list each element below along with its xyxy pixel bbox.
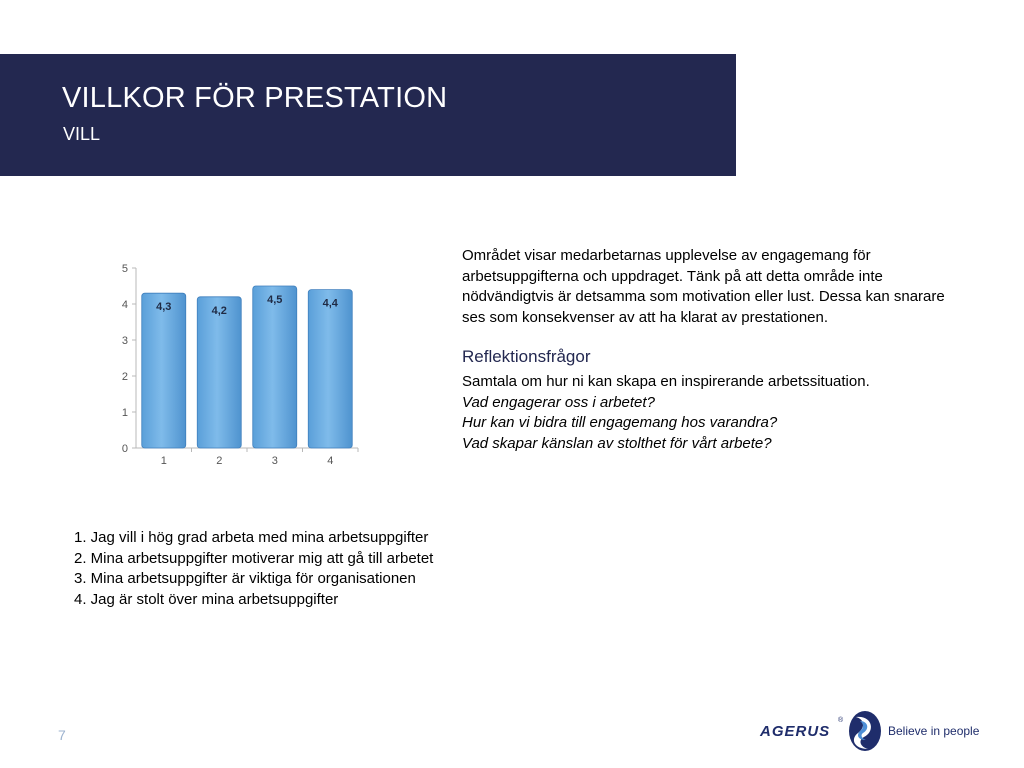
- x-tick-label: 4: [327, 455, 334, 467]
- agerus-swirl-icon: [846, 709, 884, 753]
- bar-data-label: 4,5: [267, 294, 283, 306]
- x-tick-label: 3: [271, 455, 278, 467]
- y-tick-label: 5: [121, 263, 128, 275]
- y-tick-label: 0: [121, 443, 128, 455]
- x-tick-label: 2: [216, 455, 223, 467]
- statement-item: 1. Jag vill i hög grad arbeta med mina arbetsuppgifter: [74, 529, 429, 546]
- agerus-logo: [758, 707, 980, 757]
- y-tick-label: 1: [121, 407, 128, 419]
- bar: [197, 297, 241, 448]
- bar: [142, 293, 186, 448]
- logo-wordmark: AGERUS: [760, 723, 831, 740]
- y-tick-label: 4: [121, 299, 128, 311]
- statement-item: 3. Mina arbetsuppgifter är viktiga för organisationen: [74, 570, 416, 587]
- slide-subtitle: VILL: [63, 124, 101, 144]
- bar-data-label: 4,2: [211, 304, 227, 317]
- bar-data-label: 4,3: [156, 301, 172, 314]
- slide-title: VILLKOR FÖR PRESTATION: [62, 82, 448, 114]
- reflection-question: Vad engagerar oss i arbetet?: [462, 393, 655, 411]
- bar-data-label: 4,4: [322, 297, 338, 310]
- reflection-intro: Samtala om hur ni kan skapa en inspirerande arbetssituation.: [462, 373, 870, 390]
- reflection-block: [462, 372, 870, 454]
- bar: [253, 286, 297, 448]
- statement-list: [74, 528, 444, 610]
- header-band: [0, 54, 736, 176]
- logo-registered-mark: ®: [838, 717, 844, 724]
- x-tick-label: 1: [160, 455, 167, 467]
- bar-chart: [112, 258, 372, 473]
- statement-item: 2. Mina arbetsuppgifter motiverar mig att gå till arbetet: [74, 549, 434, 567]
- bar: [308, 290, 352, 448]
- y-tick-label: 3: [121, 335, 128, 347]
- y-tick-label: 2: [121, 371, 128, 383]
- reflection-question: Vad skapar känslan av stolthet för vårt arbete?: [462, 434, 772, 452]
- logo-tagline: Believe in people: [888, 724, 980, 738]
- description-text: Området visar medarbetarnas upplevelse av engagemang för arbetsuppgifterna och uppdraget. Tänk på att detta område inte nödvändigtvis är detsamma som motivation eller lust. Dessa kan snarare ses som konsekvenser av att ha klarat av prestationen.: [462, 247, 945, 326]
- page-number: 7: [58, 727, 66, 743]
- statement-item: 4. Jag är stolt över mina arbetsuppgifter: [74, 590, 339, 608]
- reflection-heading: Reflektionsfrågor: [462, 347, 591, 366]
- reflection-question: Hur kan vi bidra till engagemang hos varandra?: [462, 414, 778, 431]
